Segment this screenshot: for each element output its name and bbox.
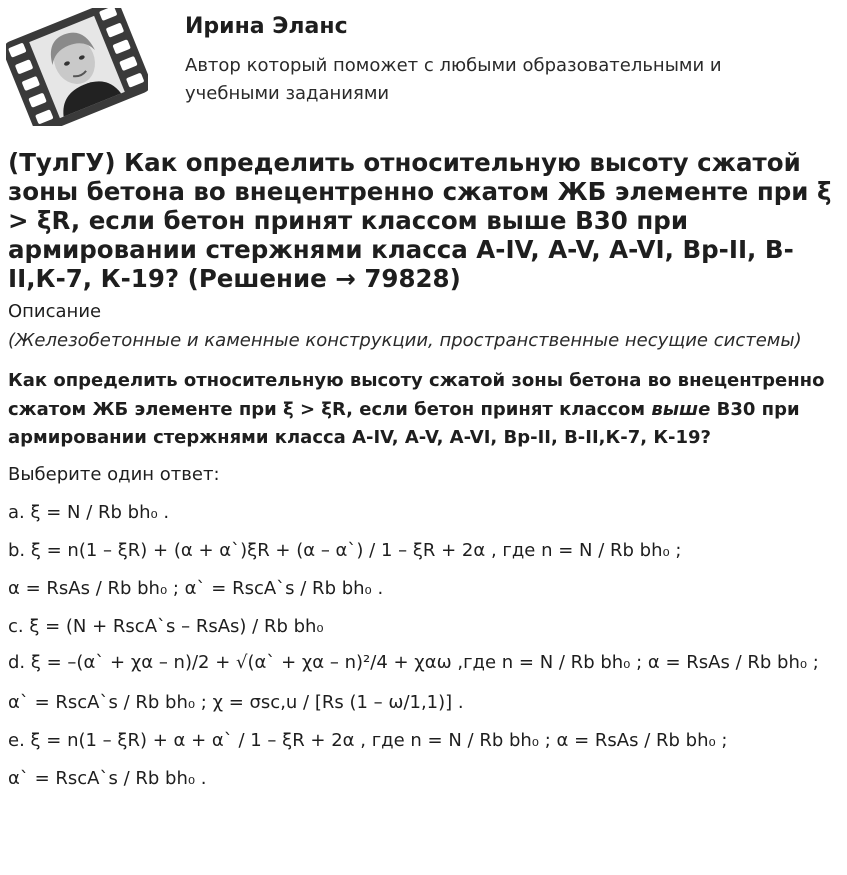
author-description: Автор который поможет с любыми образовательными и учебными заданиями	[185, 55, 722, 104]
answer-option-a: a. ξ = N / Rb bh₀ .	[8, 501, 170, 523]
task-title: (ТулГУ) Как определить относительную высоту сжатой зоны бетона во внецентренно сжатом ЖБ элементе при ξ > ξR, если бетон принят классом выше В30 при армировании стержнями класса A-IV, A-V, A-VI, Вр-II, В-II,К-7, К-19? (Решение → 79828)	[8, 148, 832, 293]
answer-prompt: Выберите один ответ:	[8, 463, 220, 485]
question-text	[8, 367, 840, 453]
answer-option-e-cont: α` = RscA`s / Rb bh₀ .	[8, 767, 207, 789]
question-emphasis: выше	[651, 398, 711, 420]
question-part-1: Как определить относительную высоту сжатой зоны бетона во внецентренно сжатом ЖБ элементе при ξ > ξR, если бетон принят классом	[8, 370, 825, 420]
answer-option-e: e. ξ = n(1 – ξR) + α + α` / 1 – ξR + 2α , где n = N / Rb bh₀ ; α = RsAs / Rb bh₀ ;	[8, 729, 728, 751]
author-avatar	[6, 8, 148, 126]
author-name: Ирина Эланс	[185, 14, 348, 39]
answer-option-d: d. ξ = –(α` + χα – n)/2 + √(α` + χα – n)²/4 + χαω ,где n = N / Rb bh₀ ; α = RsAs / Rb bh₀ ;	[8, 651, 819, 673]
description-label: Описание	[8, 301, 102, 322]
answer-option-b: b. ξ = n(1 – ξR) + (α + α`)ξR + (α – α`) / 1 – ξR + 2α , где n = N / Rb bh₀ ;	[8, 539, 682, 561]
answer-option-d-cont: α` = RscA`s / Rb bh₀ ; χ = σsc,u / [Rs (1 – ω/1,1)] .	[8, 691, 464, 713]
question-part-2: В30 при армировании стержнями класса A-IV, A-V, A-VI, Вр-II, В-II,К-7, К-19?	[8, 398, 800, 448]
subject-text: (Железобетонные и каменные конструкции, пространственные несущие системы)	[8, 330, 802, 351]
author-card	[0, 0, 847, 130]
task-content	[8, 148, 840, 791]
answer-option-b-cont: α = RsAs / Rb bh₀ ; α` = RscA`s / Rb bh₀ .	[8, 577, 384, 599]
answer-option-c: c. ξ = (N + RscA`s – RsAs) / Rb bh₀	[8, 615, 324, 637]
